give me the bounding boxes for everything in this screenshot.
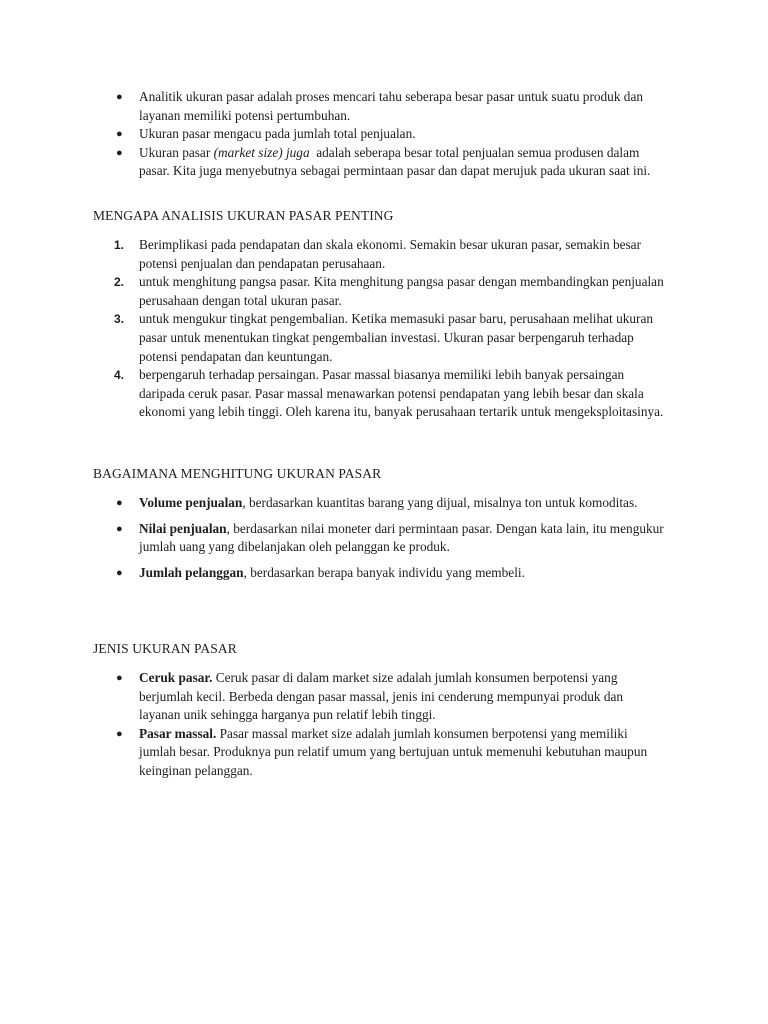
item-term: Ceruk pasar. — [139, 670, 213, 685]
item-term: Volume penjualan — [139, 495, 243, 510]
item-text: Pasar massal market size adalah jumlah konsumen berpotensi yang memiliki jumlah besar. Produknya pun relatif umum yang bertujuan untuk memenuhi kebutuhan maupun keinginan pelanggan. — [139, 725, 648, 778]
list-item — [0, 310, 667, 366]
section-heading-importance: MENGAPA ANALISIS UKURAN PASAR PENTING — [93, 208, 394, 223]
item-text: untuk menghitung pangsa pasar. Kita menghitung pangsa pasar dengan membandingkan penjualan perusahaan dengan total ukuran pasar. — [139, 274, 664, 308]
bullet-icon: ● — [116, 522, 123, 535]
calculate-bullet-list — [0, 494, 768, 589]
types-bullet-list — [0, 669, 768, 781]
importance-numbered-list — [0, 236, 768, 422]
section-heading-calculate: BAGAIMANA MENGHITUNG UKURAN PASAR — [93, 466, 382, 481]
item-text-post: adalah seberapa besar total penjualan semua produsen dalam pasar. Kita juga menyebutnya sebagai permintaan pasar dan dapat merujuk pada ukuran saat ini. — [139, 144, 651, 179]
item-text: , berdasarkan berapa banyak individu yang membeli. — [243, 564, 525, 580]
item-text: Ukuran pasar mengacu pada jumlah total penjualan. — [139, 126, 416, 142]
list-item — [0, 144, 667, 181]
list-item — [0, 564, 667, 583]
item-text: , berdasarkan kuantitas barang yang dijual, misalnya ton untuk komoditas. — [242, 495, 638, 510]
item-term: Nilai penjualan — [139, 520, 227, 536]
item-number: 2. — [114, 275, 125, 290]
item-text: untuk mengukur tingkat pengembalian. Ketika memasuki pasar baru, perusahaan melihat ukuran pasar untuk menentukan tingkat pengembalian investasi. Ukuran pasar berpengaruh terhadap potensi pendapatan dan keuntungan. — [139, 311, 653, 364]
item-text: , berdasarkan nilai moneter dari permintaan pasar. Dengan kata lain, itu mengukur jumlah uang yang dibelanjakan oleh pelanggan ke produk. — [139, 520, 664, 555]
list-item — [0, 88, 667, 125]
bullet-icon: ● — [116, 146, 123, 159]
list-item — [0, 236, 667, 273]
item-number: 3. — [114, 312, 125, 327]
item-text: Berimplikasi pada pendapatan dan skala ekonomi. Semakin besar ukuran pasar, semakin besar potensi penjualan dan pendapatan perusahaan. — [139, 237, 642, 271]
bullet-icon: ● — [116, 497, 123, 509]
bullet-icon: ● — [116, 566, 123, 579]
item-term: Jumlah pelanggan — [139, 564, 244, 580]
item-text-pre: Ukuran pasar — [139, 144, 214, 160]
item-number: 1. — [114, 238, 125, 252]
item-text-italic: (market size) juga — [213, 144, 310, 160]
section-heading-types: JENIS UKURAN PASAR — [93, 641, 237, 656]
list-item — [0, 725, 667, 781]
item-text: Ceruk pasar di dalam market size adalah jumlah konsumen berpotensi yang berjumlah kecil. Berbeda dengan pasar massal, jenis ini cenderung mempunyai produk dan layanan unik sehingga harganya pun relatif lebih tinggi. — [139, 670, 624, 723]
list-item — [0, 669, 667, 725]
bullet-icon: ● — [116, 672, 123, 684]
bullet-icon: ● — [116, 128, 123, 141]
list-item — [0, 520, 667, 557]
item-number: 4. — [114, 368, 125, 383]
intro-bullet-list — [0, 88, 768, 181]
list-item — [0, 494, 667, 513]
item-text: berpengaruh terhadap persaingan. Pasar massal biasanya memiliki lebih banyak persaingan daripada ceruk pasar. Pasar massal menawarkan potensi pendapatan yang lebih besar dan skala ekonomi yang lebih tinggi. Oleh karena itu, banyak perusahaan tertarik untuk mengeksploitasinya. — [139, 367, 664, 420]
item-text: Analitik ukuran pasar adalah proses mencari tahu seberapa besar pasar untuk suatu produk dan layanan memiliki potensi pertumbuhan. — [139, 89, 643, 123]
list-item — [0, 273, 667, 310]
list-item — [0, 125, 667, 144]
item-term: Pasar massal. — [139, 725, 217, 741]
bullet-icon: ● — [116, 91, 123, 103]
list-item — [0, 366, 667, 422]
bullet-icon: ● — [116, 727, 123, 740]
